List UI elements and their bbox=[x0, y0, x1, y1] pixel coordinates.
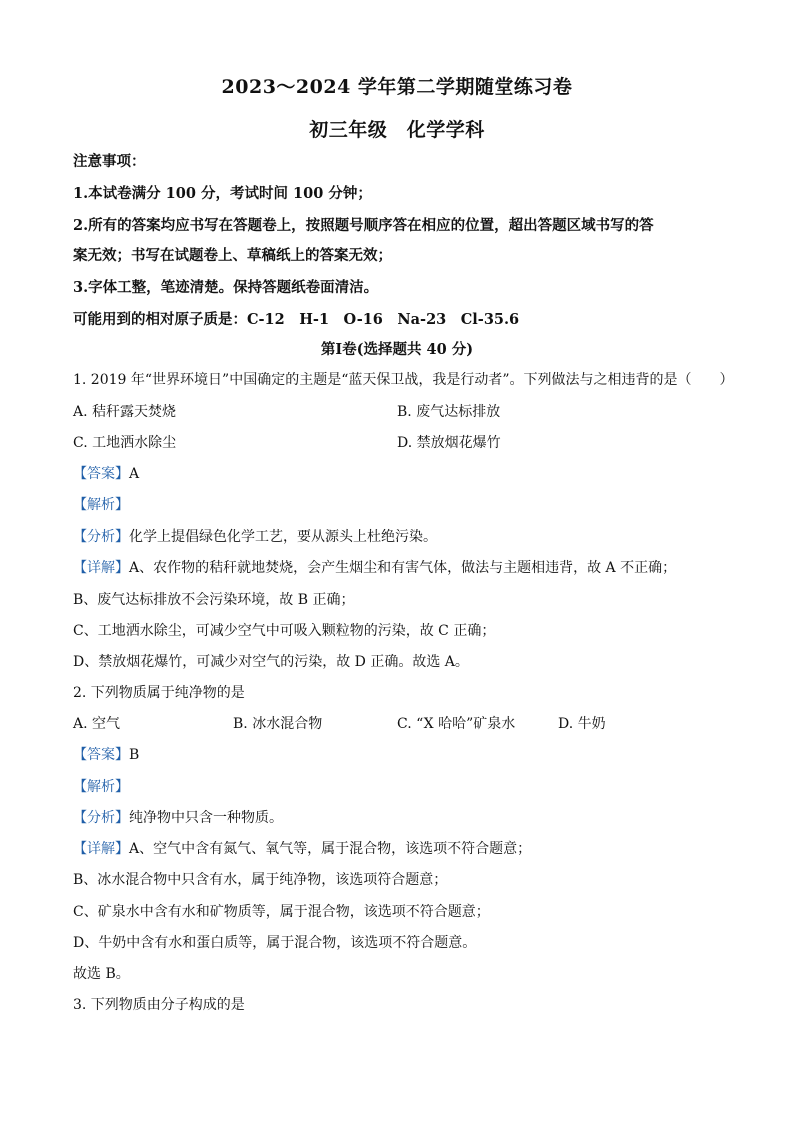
section-title: 第Ⅰ卷(选择题共 40 分) bbox=[320, 341, 474, 358]
q1-stem: 1. 2019 年“世界环境日”中国确定的主题是“蓝天保卫战，我是行动者”。下列做法与之相违背的是（ ） bbox=[73, 372, 734, 388]
q2-analysis bbox=[73, 776, 129, 796]
answer-tag: 【答案】 bbox=[73, 466, 129, 482]
q1-analysis bbox=[73, 494, 129, 514]
q1-line-c: C、工地洒水除尘，可减少空气中可吸入颗粒物的污染，故 C 正确； bbox=[73, 623, 496, 639]
q1-option-a: A. 秸秆露天焚烧 bbox=[73, 404, 177, 420]
q2-option-a: A. 空气 bbox=[73, 716, 121, 732]
answer-tag: 【答案】 bbox=[73, 747, 129, 763]
q1-option-b: B. 废气达标排放 bbox=[397, 404, 501, 420]
fenxi-tag: 【分析】 bbox=[73, 810, 129, 826]
q2-line-c: C、矿泉水中含有水和矿物质等，属于混合物，该选项不符合题意； bbox=[73, 904, 490, 920]
notice-item-2b: 案无效；书写在试题卷上、草稿纸上的答案无效； bbox=[73, 247, 392, 264]
notice-heading: 注意事项： bbox=[73, 153, 146, 170]
q2-fenxi bbox=[73, 807, 283, 827]
q1-option-c: C. 工地洒水除尘 bbox=[73, 435, 177, 451]
fenxi-tag: 【分析】 bbox=[73, 529, 129, 545]
notice-item-3: 3.字体工整，笔迹清楚。保持答题纸卷面清洁。 bbox=[73, 279, 379, 296]
q2-xiangjie-text: A、空气中含有氮气、氧气等，属于混合物，该选项不符合题意； bbox=[129, 841, 532, 857]
q2-fenxi-text: 纯净物中只含一种物质。 bbox=[129, 810, 283, 826]
q2-option-d: D. 牛奶 bbox=[558, 716, 606, 732]
exam-subtitle: 初三年级 化学学科 bbox=[309, 119, 485, 141]
q1-answer-value: A bbox=[129, 466, 140, 482]
analysis-tag: 【解析】 bbox=[73, 497, 129, 513]
q2-xiangjie bbox=[73, 838, 531, 858]
q2-line-d: D、牛奶中含有水和蛋白质等，属于混合物，该选项不符合题意。 bbox=[73, 935, 477, 951]
q1-line-b: B、废气达标排放不会污染环境，故 B 正确； bbox=[73, 592, 355, 608]
notice-item-1: 1.本试卷满分 100 分，考试时间 100 分钟； bbox=[73, 185, 372, 202]
analysis-tag: 【解析】 bbox=[73, 779, 129, 795]
q1-xiangjie-text: A、农作物的秸秆就地焚烧，会产生烟尘和有害气体，做法与主题相违背，故 A 不正确； bbox=[129, 560, 677, 576]
q1-fenxi-text: 化学上提倡绿色化学工艺，要从源头上杜绝污染。 bbox=[129, 529, 437, 545]
xiangjie-tag: 【详解】 bbox=[73, 560, 129, 576]
q2-answer bbox=[73, 744, 139, 764]
xiangjie-tag: 【详解】 bbox=[73, 841, 129, 857]
q3-stem: 3. 下列物质由分子构成的是 bbox=[73, 997, 245, 1013]
q2-conclusion: 故选 B。 bbox=[73, 966, 130, 982]
q2-option-b: B. 冰水混合物 bbox=[233, 716, 323, 732]
atomic-mass-note: 可能用到的相对原子质是：C-12 H-1 O-16 Na-23 Cl-35.6 bbox=[73, 311, 520, 328]
q2-line-b: B、冰水混合物中只含有水，属于纯净物，该选项符合题意； bbox=[73, 872, 448, 888]
q1-line-d: D、禁放烟花爆竹，可减少对空气的污染，故 D 正确。故选 A。 bbox=[73, 654, 469, 670]
q1-fenxi bbox=[73, 526, 437, 546]
q2-stem: 2. 下列物质属于纯净物的是 bbox=[73, 685, 245, 701]
notice-item-2a: 2.所有的答案均应书写在答题卷上，按照题号顺序答在相应的位置，超出答题区域书写的答 bbox=[73, 217, 654, 234]
q2-answer-value: B bbox=[129, 747, 140, 763]
q2-option-c: C. “X 哈哈”矿泉水 bbox=[397, 716, 516, 732]
q1-xiangjie bbox=[73, 557, 676, 577]
q1-answer bbox=[73, 463, 139, 483]
exam-title: 2023～2024 学年第二学期随堂练习卷 bbox=[221, 76, 573, 98]
q1-option-d: D. 禁放烟花爆竹 bbox=[397, 435, 501, 451]
